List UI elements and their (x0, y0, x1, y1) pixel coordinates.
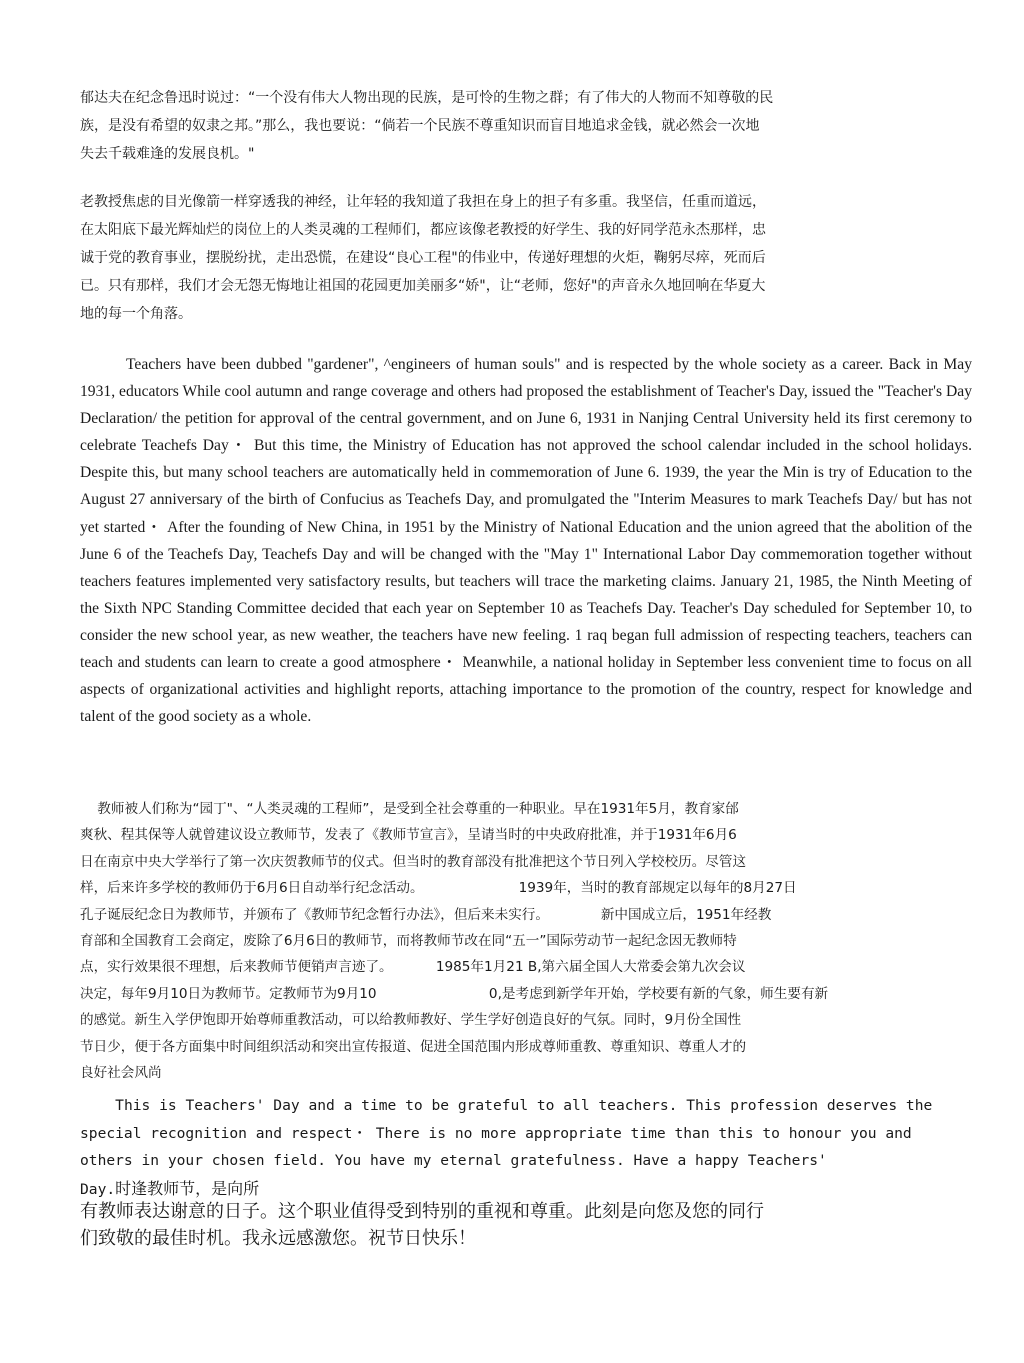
paragraph-greeting-zh: 有教师表达谢意的日子。这个职业值得受到特别的重视和尊重。此刻是向您及您的同行 们致敬的最佳时机。我永远感激您。祝节日快乐！ (80, 1201, 764, 1249)
greeting-en-text: This is Teachers' Day and a time to be grateful to all teachers. This profession deserves the special recognition and respect・ There is no more appropriate time than this to honour you and others in your chosen field. You have my eternal gratefulness. Have a happy Teachers' Day. (80, 1097, 933, 1198)
paragraph-teachers-day-history-zh: 教师被人们称为“园丁"、“人类灵魂的工程师”，是受到全社会尊重的一种职业。早在1931年5月，教育家邰 爽秋、程其保等人就曾建议设立教师节，发表了《教师节宣言》，呈请当时的中央政府批准，并于1931年6月6 日在南京中央大学举行了第一次庆贺教师节的仪式。但当时的教育部没有批准把这个节日列入学校校历。尽管这 样，后来许多学校的教师仍于6月6日自动举行纪念活动。 1939年，当时的教育部规定以每年的8月27日 孔子诞辰纪念日为教师节，并颁布了《教师节纪念暂行办法》，但后来未实行。 新中国成立后，1951年经教 育部和全国教育工会商定，废除了6月6日的教师节，而将教师节改在同“五一”国际劳动节一起纪念因无教师特 点，实行效果很不理想，后来教师节便销声言迹了。 1985年1月21 B,第六届全国人大常委会第九次会议 决定，每年9月10日为教师节。定教师节为9月10 0,是考虑到新学年开始，学校要有新的气象，师生要有新 的感觉。新生入学伊饱即开始尊师重教活动，可以给教师教好、学生学好创造良好的气氛。同时，9月份全国性 节日少，便于各方面集中时间组织活动和突出宣传报道、促进全国范围内形成尊师重教、尊重知识、尊重人才的 良好社会风尚 (80, 801, 829, 1082)
paragraph-greeting-en (80, 1092, 972, 1203)
paragraph-teachers-day-history-en: Teachers have been dubbed "gardener", ^engineers of human souls" and is respected by the whole society as a career. Back in May 1931, educators While cool autumn and range coverage and others had proposed the establishment of Teacher's Day, issued the "Teacher's Day Declaration/ the petition for approval of the central government, and on June 6, 1931 in Nanjing Central University held its first ceremony to celebrate Teachefs Day・ But this time, the Ministry of Education has not approved the school calendar included in the school holidays. Despite this, but many school teachers are automatically held in commemoration of June 6. 1939, the year the Min is try of Education to the August 27 anniversary of the birth of Confucius as Teachefs Day, and promulgated the "Interim Measures to mark Teachefs Day/ but has not yet started・ After the founding of New China, in 1951 by the Ministry of National Education and the union agreed that the abolition of the June 6 of the Teachefs Day, Teachefs Day and will be changed with the "May 1" International Labor Day commemoration together without teachers features implemented very satisfactory results, but teachers will trace the marketing claims. January 21, 1985, the Ninth Meeting of the Sixth NPC Standing Committee decided that each year on September 10 as Teachefs Day. Teacher's Day scheduled for September 10, to consider the new school year, as new weather, the teachers have new feeling. 1 raq began full admission of respecting teachers, teachers can teach and students can learn to create a good atmosphere・ Meanwhile, a national holiday in September less convenient time to focus on all aspects of organizational activities and highlight reports, attaching importance to the promotion of the country, respect for knowledge and talent of the good society as a whole. (80, 356, 972, 726)
paragraph-yu-dafu-quote: 郁达夫在纪念鲁迅时说过：“一个没有伟大人物出现的民族，是可怜的生物之群；有了伟大的人物而不知尊敬的民 族，是没有希望的奴隶之邦。”那么，我也要说：“倘若一个民族不尊重知识而盲目地追求金钱，就必然会一次地 失去千载难逢的发展良机。" (80, 90, 774, 162)
greeting-zh-inline: 时逢教师节，是向所 (115, 1178, 260, 1198)
paragraph-old-professor: 老教授焦虑的目光像箭一样穿透我的神经，让年轻的我知道了我担在身上的担子有多重。我坚信，任重而道远， 在太阳底下最光辉灿烂的岗位上的人类灵魂的工程师们，都应该像老教授的好学生、我的好同学范永杰那样，忠 诚于党的教育事业，摆脱纷扰，走出恐慌，在建设“良心工程"的伟业中，传递好理想的火炬，鞠躬尽瘁，死而后 已。只有那样，我们才会无怨无悔地让祖国的花园更加美丽多“娇"，让“老师，您好"的声音永久地回响在华夏大 地的每一个角落。 (80, 194, 766, 322)
